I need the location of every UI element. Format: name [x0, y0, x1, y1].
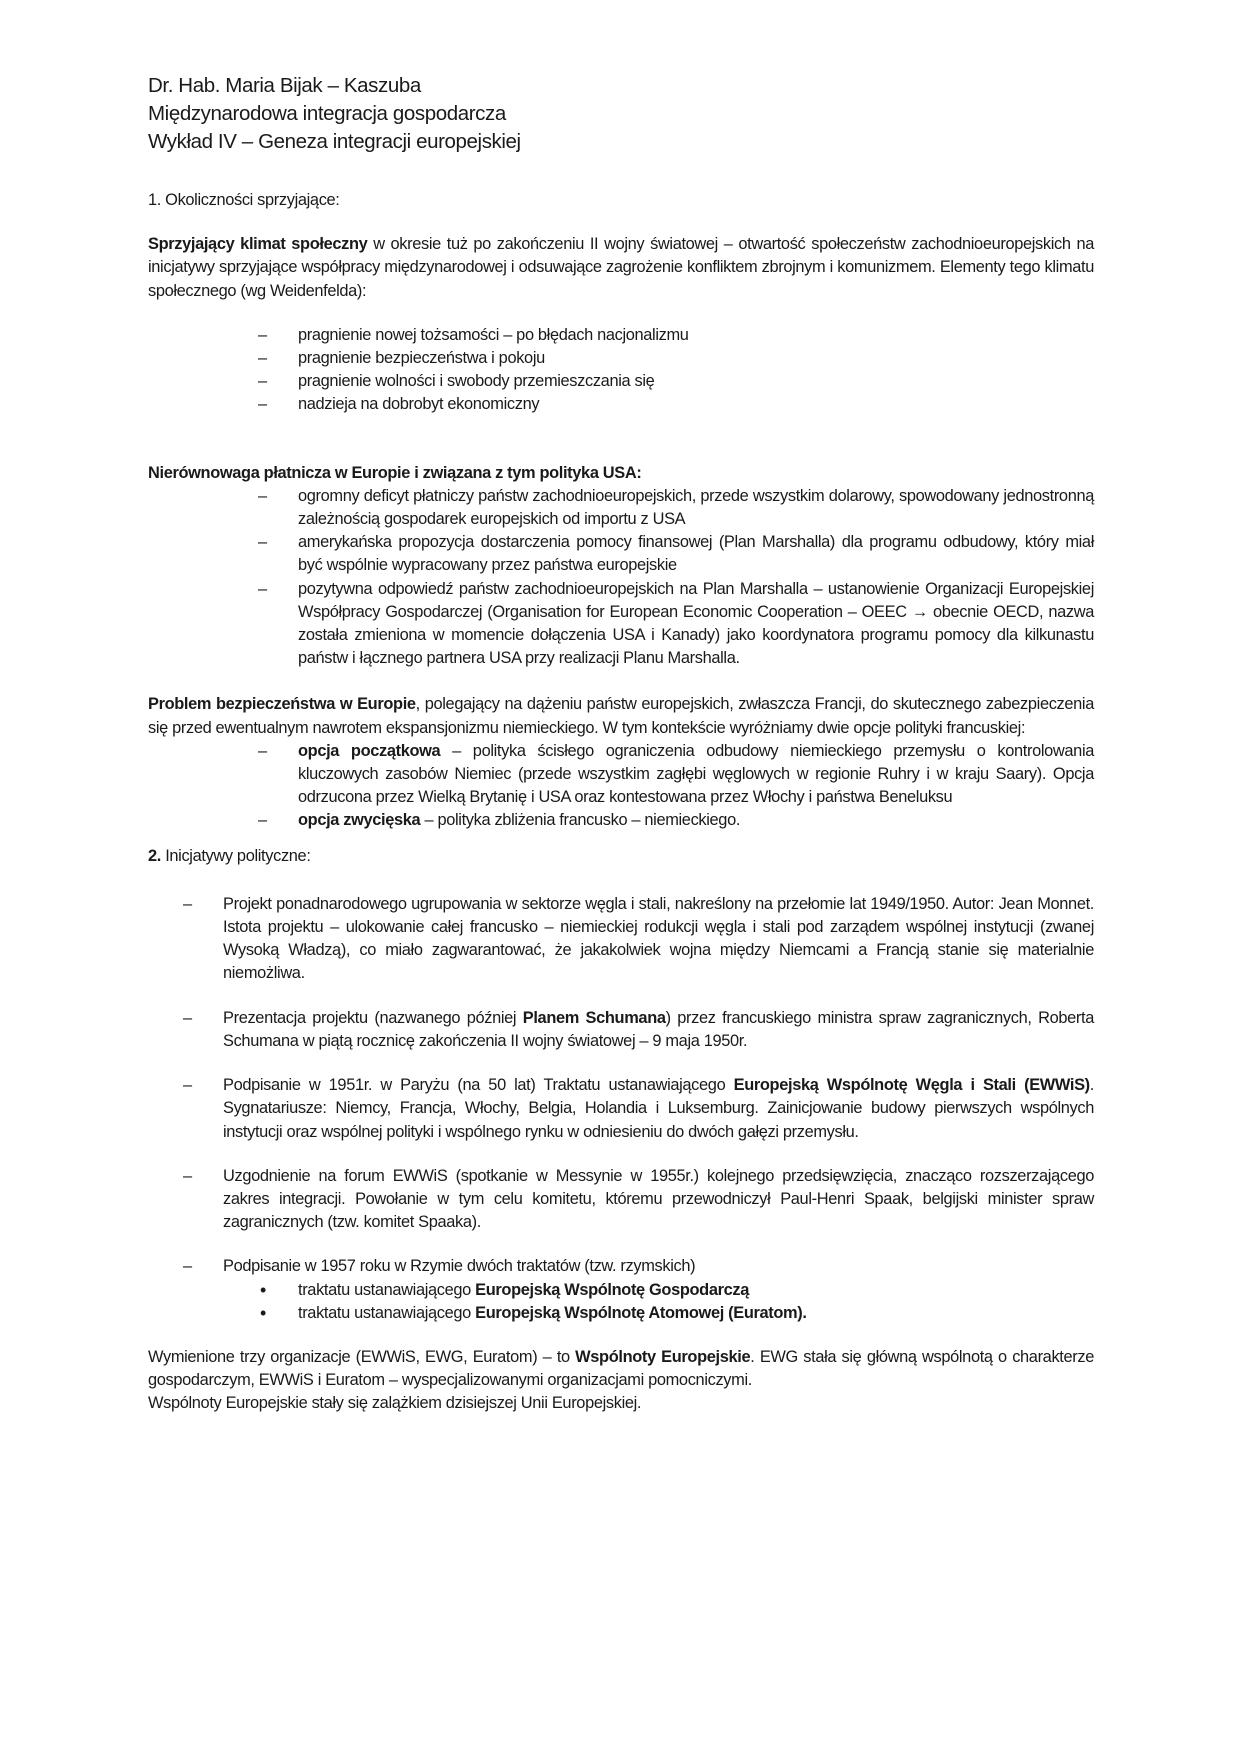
- option-initial-bold: opcja początkowa: [298, 741, 441, 760]
- plan-schumana-bold: Planem Schumana: [522, 1008, 666, 1027]
- imbalance-heading: Nierównowaga płatnicza w Europie i związana z tym polityka USA:: [148, 463, 642, 482]
- list-item: – ogromny deficyt płatniczy państw zachodnioeuropejskich, przede wszystkim dolarowy, spowodowany jednostronną zależnością gospodarek europejskich od importu z USA: [148, 485, 1094, 531]
- option-initial-text: – polityka ścisłego ograniczenia odbudowy niemieckiego przemysłu o kontrolowania kluczowych zasobów Niemiec (przede wszystkim zagłębi węglowych w regionie Ruhry i w kraju Saary). Opcja odrzucona przez Wielką Brytanię i USA oraz kontestowana przez Włochy i państwa Beneluksu: [298, 741, 1095, 807]
- document-content: [148, 72, 1094, 1416]
- list-item: [148, 809, 1094, 832]
- climate-list: [148, 324, 1094, 417]
- euratom-bold: Europejską Wspólnotę Atomowej (Euratom).: [475, 1303, 807, 1322]
- list-item: – Uzgodnienie na forum EWWiS (spotkanie w Messynie w 1955r.) kolejnego przedsięwzięcia, znacząco rozszerzającego zakres integracji. Powołanie w tym celu komitetu, któremu przewodniczył Paul-Henri Spaak, belgijski minister spraw zagranicznych (tzw. komitet Spaaka).: [148, 1165, 1094, 1235]
- section-2-title-text: Inicjatywy polityczne:: [160, 846, 311, 865]
- list-item: – pragnienie wolności i swobody przemieszczania się: [148, 370, 1094, 393]
- sub1-text: traktatu ustanawiającego: [298, 1280, 476, 1299]
- list-item: – pragnienie bezpieczeństwa i pokoju: [148, 347, 1094, 370]
- list-item: [148, 1279, 1094, 1302]
- ewwis-bold: Europejską Wspólnotę Węgla i Stali (EWWiS): [733, 1076, 1090, 1095]
- security-bold: Problem bezpieczeństwa w Europie: [148, 695, 416, 714]
- list-item: – pozytywna odpowiedź państw zachodnioeuropejskich na Plan Marshalla – ustanowienie Organizacji Europejskiej Współpracy Gospodarczej (Organisation for European Economic Cooperation – OEEC → obecnie OECD, nazwa została zmieniona w momencie dołączenia USA i Kanady) jako koordynatora programu pomocy dla kilkunastu państw i łącznego partnera USA przy realizacji Planu Marshalla.: [148, 578, 1094, 671]
- item3-text-b: . Sygnatariusze: Niemcy, Francja, Włochy, Belgia, Holandia i Luksemburg. Zainicjowanie budowy pierwszych wspólnych instytucji oraz wspólnej polityki i wspólnego rynku w odniesieniu do dwóch gałęzi przemysłu.: [223, 1076, 1095, 1141]
- section-1-title: 1. Okoliczności sprzyjające:: [148, 191, 340, 209]
- section-2-title: [148, 845, 1094, 868]
- communities-bold: Wspólnoty Europejskie: [575, 1347, 751, 1366]
- list-item: – Projekt ponadnarodowego ugrupowania w sektorze węgla i stali, nakreślony na przełomie lat 1949/1950. Autor: Jean Monnet. Istota projektu – ulokowanie całej francusko – niemieckiej rodukcji węgla i stali pod zarządem wspólnej instytucji (zwanej Wysoką Władzą), co miało zagwarantować, że jakakolwiek wojna między Niemcami a Francją stanie się materialnie niemożliwa.: [148, 893, 1094, 986]
- list-item: – pragnienie nowej tożsamości – po błędach nacjonalizmu: [148, 324, 1094, 347]
- climate-paragraph: [148, 233, 1094, 303]
- treaties-list: [148, 1279, 1094, 1325]
- item3-text-a: Podpisanie w 1951r. w Paryżu (na 50 lat) Traktatu ustanawiającego: [223, 1076, 734, 1095]
- security-paragraph: [148, 693, 1094, 739]
- security-options-list: [148, 740, 1094, 833]
- climate-bold: Sprzyjający klimat społeczny: [148, 235, 368, 254]
- option-winning-bold: opcja zwycięska: [298, 811, 421, 830]
- item2-text-a: Prezentacja projektu (nazwanego później: [223, 1008, 523, 1027]
- item2-text-b: ) przez francuskiego ministra spraw zagranicznych, Roberta Schumana w piątą rocznicę zakończenia II wojny światowej – 9 maja 1950r.: [223, 1008, 1095, 1050]
- closing-last-line: Wspólnoty Europejskie stały się zalążkiem dzisiejszej Unii Europejskiej.: [148, 1394, 642, 1413]
- list-item: – nadzieja na dobrobyt ekonomiczny: [148, 393, 1094, 416]
- list-item: [148, 1302, 1094, 1325]
- document-header: [148, 72, 1094, 156]
- closing-paragraph: [148, 1346, 1094, 1392]
- section-2-number: 2.: [148, 846, 161, 865]
- option-winning-text: – polityka zbliżenia francusko – niemieckiego.: [420, 811, 741, 830]
- list-item: – amerykańska propozycja dostarczenia pomocy finansowej (Plan Marshalla) dla programu odbudowy, który miał być wspólnie wypracowany przez państwa europejskie: [148, 531, 1094, 577]
- list-item: [148, 740, 1094, 810]
- list-item: [148, 1007, 1094, 1053]
- closing-text-b: . EWG stała się główną wspólnotą o charakterze gospodarczym, EWWiS i Euratom – wyspecjalizowanymi organizacjami pomocniczymi.: [148, 1347, 1094, 1390]
- climate-text: w okresie tuż po zakończeniu II wojny światowej – otwartość społeczeństw zachodnioeuropejskich na inicjatywy sprzyjające współpracy międzynarodowej i odsuwające zagrożenie konfliktem zbrojnym i komunizmem. Elementy tego klimatu społecznego (wg Weidenfelda):: [148, 235, 1094, 300]
- list-item: [148, 1074, 1094, 1144]
- ewg-bold: Europejską Wspólnotę Gospodarczą: [475, 1280, 750, 1299]
- initiatives-list: [148, 893, 1094, 1279]
- imbalance-list: [148, 485, 1094, 671]
- security-text: , polegający na dążeniu państw europejskich, zwłaszcza Francji, do skutecznego zabezpieczenia się przed ewentualnym nawrotem ekspansjonizmu niemieckiego. W tym kontekście wyróżniamy dwie opcje polityki francuskiej:: [148, 695, 1094, 737]
- closing-text-a: Wymienione trzy organizacje (EWWiS, EWG, Euratom) – to: [148, 1347, 576, 1366]
- author-line: Dr. Hab. Maria Bijak – Kaszuba: [148, 74, 421, 97]
- list-item: – Podpisanie w 1957 roku w Rzymie dwóch traktatów (tzw. rzymskich): [148, 1255, 1094, 1278]
- sub2-text: traktatu ustanawiającego: [298, 1303, 476, 1322]
- lecture-line: Wykład IV – Geneza integracji europejskiej: [148, 130, 521, 153]
- course-line: Międzynarodowa integracja gospodarcza: [148, 102, 506, 125]
